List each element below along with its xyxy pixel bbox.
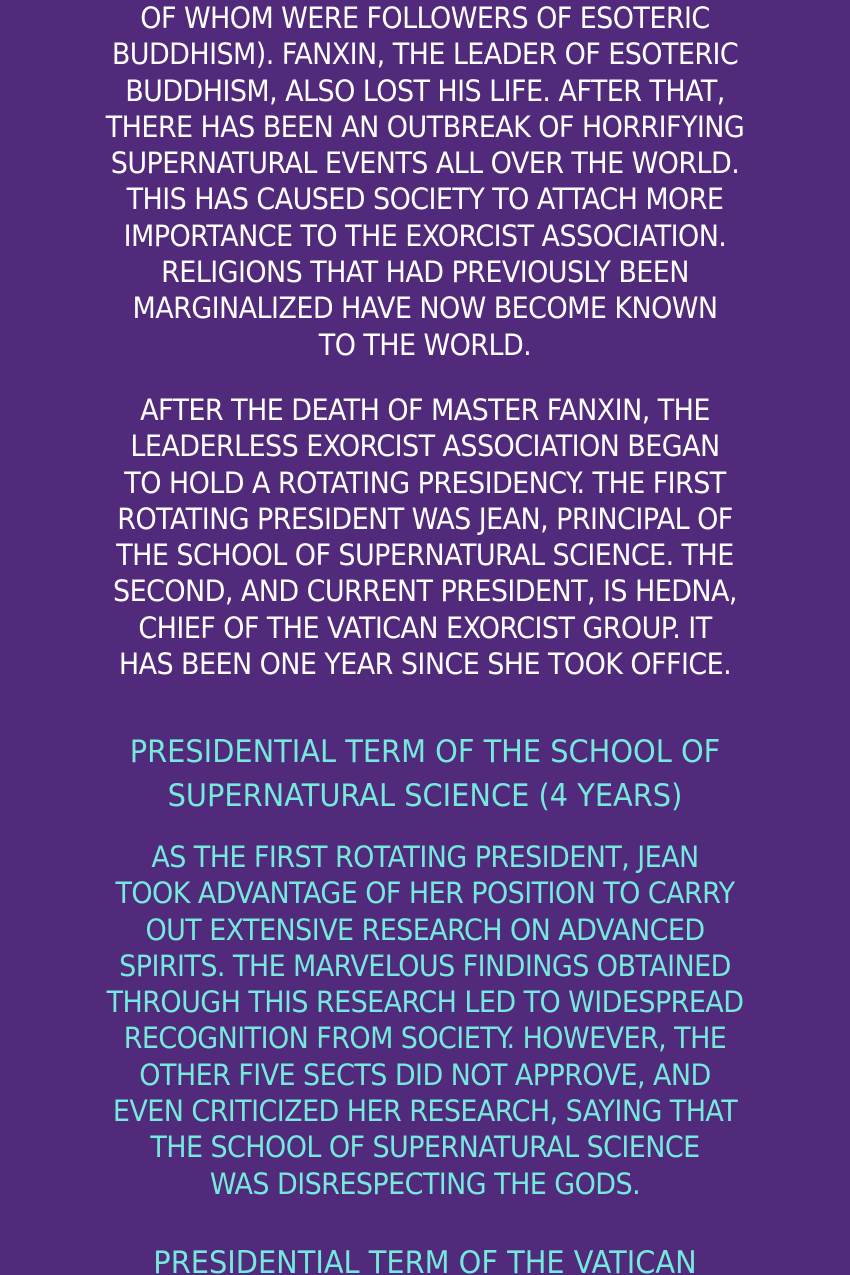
school-term-line: TOOK ADVANTAGE OF HER POSITION TO CARRY [115, 876, 735, 911]
school-term-line: EVEN CRITICIZED HER RESEARCH, SAYING THAT [112, 1094, 738, 1129]
intro-line: TO THE WORLD. [318, 327, 532, 362]
presidency-line: LEADERLESS EXORCIST ASSOCIATION BEGAN [130, 429, 720, 464]
intro-line: MARGINALIZED HAVE NOW BECOME KNOWN [132, 291, 718, 326]
intro-line: RELIGIONS THAT HAD PREVIOUSLY BEEN [161, 255, 689, 290]
intro-line: IMPORTANCE TO THE EXORCIST ASSOCIATION. [123, 218, 727, 253]
heading-line: SUPERNATURAL SCIENCE (4 YEARS) [167, 778, 683, 814]
intro-line: THIS HAS CAUSED SOCIETY TO ATTACH MORE [126, 182, 724, 217]
school-term-line: RECOGNITION FROM SOCIETY. HOWEVER, THE [123, 1021, 727, 1056]
presidency-paragraph [0, 392, 850, 682]
intro-paragraph [0, 0, 850, 363]
intro-line: THERE HAS BEEN AN OUTBREAK OF HORRIFYING [105, 109, 745, 144]
presidency-line: TO HOLD A ROTATING PRESIDENCY. THE FIRST [124, 465, 726, 500]
intro-line: BUDDHISM). FANXIN, THE LEADER OF ESOTERIC [111, 37, 739, 72]
school-term-line: SPIRITS. THE MARVELOUS FINDINGS OBTAINED [119, 948, 731, 983]
school-term-line: WAS DISRESPECTING THE GODS. [209, 1166, 641, 1201]
intro-line: OF WHOM WERE FOLLOWERS OF ESOTERIC [140, 1, 710, 35]
presidency-line: ROTATING PRESIDENT WAS JEAN, PRINCIPAL OF [117, 501, 733, 536]
presidency-line: AFTER THE DEATH OF MASTER FANXIN, THE [140, 393, 710, 427]
presidency-line: CHIEF OF THE VATICAN EXORCIST GROUP. IT [138, 610, 712, 645]
presidency-line: THE SCHOOL OF SUPERNATURAL SCIENCE. THE [116, 538, 734, 573]
heading-line: PRESIDENTIAL TERM OF THE SCHOOL OF [129, 734, 721, 770]
school-term-line: AS THE FIRST ROTATING PRESIDENT, JEAN [151, 840, 699, 874]
school-term-line: OTHER FIVE SECTS DID NOT APPROVE, AND [139, 1057, 711, 1092]
presidency-line: SECOND, AND CURRENT PRESIDENT, IS HEDNA, [113, 574, 737, 609]
school-term-line: THROUGH THIS RESEARCH LED TO WIDESPREAD [106, 985, 744, 1020]
school-term-paragraph [0, 839, 850, 1202]
school-term-line: THE SCHOOL OF SUPERNATURAL SCIENCE [150, 1130, 700, 1165]
intro-line: SUPERNATURAL EVENTS ALL OVER THE WORLD. [110, 146, 740, 181]
presidency-line: HAS BEEN ONE YEAR SINCE SHE TOOK OFFICE. [118, 647, 732, 682]
heading-line: PRESIDENTIAL TERM OF THE VATICAN [153, 1245, 697, 1275]
vatican-term-heading [0, 1241, 850, 1275]
school-term-line: OUT EXTENSIVE RESEARCH ON ADVANCED [145, 912, 705, 947]
intro-line: BUDDHISM, ALSO LOST HIS LIFE. AFTER THAT, [125, 73, 725, 108]
school-term-heading [0, 730, 850, 818]
